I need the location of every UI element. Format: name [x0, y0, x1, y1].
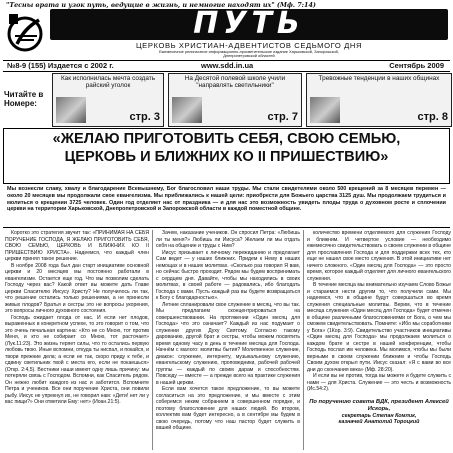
article-column-1 — [5, 230, 149, 450]
description-line-1: Ежемесячное религиозное информационно-просветительское издание Харьковской, Запорожской, — [159, 49, 339, 54]
article-signature — [307, 399, 451, 427]
church-logo-icon — [3, 10, 47, 54]
headline-line-1: «ЖЕЛАЮ ПРИГОТОВИТЬ СЕБЯ, СВОЮ СЕМЬЮ, — [52, 131, 401, 147]
newspaper-title: ПУТЬ — [193, 9, 305, 40]
column-paragraph: Господь ожидает плода от нас. И если нет плодов, выраженных в конкретном успехе, то это говорит о том, что это очень печальная картина: «Кто не со Мною, тот против Меня, и кто не собирает со Мною, тот расточает» (Лук.11:23). Это жизнь теряет силы, что то остались первую любовь твою. Иные вспомни, откуда ты ниспал, и покайся, и твори прежние дела; а если не так, скоро приду к тебе, и сдвину светильник твой с места его, если не покаешься» (Откр. 2:4,5). Вестники наши имеют одну лишь причину: мы потеряли связь с Господом. Вспомни, как Спаситель рядом. Он нежно любит каждого из нас и заботится. Вспомните Петра и учеников. Все они поручение Христа, они ловили рыбу. Иисус не упрекнул их, не говорил нам: «Дети! нет ли у вас пищи?» Они ответили Ему: нет» (Иоан.21:5). — [5, 314, 149, 405]
column-paragraph: И если вы не против, тогда вы можете и будете служить с нами — для Христа. Служение — это честь и возможность (Ис.54:2). — [307, 373, 451, 392]
article-column-3 — [307, 230, 451, 450]
issue-info-bar — [3, 60, 450, 72]
teaser-card-2[interactable] — [168, 73, 302, 127]
website-link[interactable]: www.sdd.in.ua — [201, 61, 254, 70]
teaser-page-number: стр. 7 — [267, 111, 298, 123]
teaser-title: На Десятой полевой школе учили "направлять светильники" — [184, 75, 286, 90]
teaser-photo — [56, 97, 86, 123]
column-paragraph: В течение месяца мы внимательно изучаем Слово Божье и стараемся нести другим то, что получили сами. Мы надеемся, что в общине будут совершаться во время служения специальные молитвы. Верим, что в течение месяца служения «Один месяц для Господа» будет отмечен в общине различными благословениями от Бога, о чем мы сможем свидетельствовать. Помните: «Ибо мы соработники у Бога» (1Кор. 3:9). Свидетельство участников инициативы «Один месяц для Господа» мы продолжаем молиться о каждом брате и сестре в нашей конференции, чтобы Господь послал им человека. Мы молимся, чтобы мы были верными в своем служении ближним и чтобы Господь Своим духом открыл пути. Иисус сказал: «Я с вами во все дни до скончания века» (Мф. 28:20). — [307, 282, 451, 373]
signature-treasurer: казначей Анатолий Тороцкий — [338, 419, 420, 426]
column-paragraph: Коротко это стратегия звучит так: «ПРИНИМАЯ НА СЕБЯ ПОРУЧЕНИЕ ГОСПОДА, Я ЖЕЛАЮ ПРИГОТОВИТЬ СЕБЯ, СВОЮ СЕМЬЮ, ЦЕРКОВЬ И БЛИЖНИХ КО II ПРИШЕСТВИЮ ХРИСТА». Надеемся, что каждый член церкви принял такое решение. — [5, 230, 149, 262]
church-subtitle: ЦЕРКОВЬ ХРИСТИАН-АДВЕНТИСТОВ СЕДЬМОГО ДНЯ — [135, 41, 363, 50]
issue-date: Сентябрь 2009 — [389, 61, 444, 70]
teaser-card-1[interactable] — [52, 73, 164, 127]
teaser-photo — [172, 97, 202, 123]
teaser-card-3[interactable] — [306, 73, 452, 127]
publication-description — [50, 50, 448, 59]
column-paragraph: Зачем, наказание учеников. Он спросил Петра: «Любишь ли ты меня?» Любишь ли Иисуса? Желаем ли мы отдать себя на общение и труды с Ним? — [156, 230, 300, 249]
lead-paragraph: Мы вознесли славу, хвалу и благодарение Всевышнему, Бог благословил наши труды. Мы стали свидетелями около 500 крещений за 8 месяцев перемен — около 20 месяцев мы продолжали свое евангелизма. Мы приближались к нашей цели: приобрести для Божьего царства 3125 душ. Мы продолжаем трудиться и молиться о крещении 3725 человек. Один год отделяет нас от праздника — и для нас это возможность увидеть плоды труда о духовном росте и сплочении церкви на территории Харьковской, Днепропетровской и Запорожской области в каждой поместной общине. — [7, 186, 446, 213]
teaser-title: Тревожные тенденции в наших общинах — [318, 75, 440, 82]
teasers-label: Читайте в Номере: — [4, 90, 44, 108]
header-bible-quote: "Тесны врата и узок путь, ведущие в жизнь, и немногие находят их" (Мф. 7:14) — [6, 1, 316, 9]
section-divider — [3, 227, 450, 228]
teaser-title: Как исполнилась мечта создать райский уголок — [60, 75, 156, 90]
column-paragraph: Летние спланировали свое служение в месяц, что вы так. Мы предлагаем сконцентрироваться на совершенствовании. На протяжении «Один месяц для Господа» что это означает? Каждый из нас подумает о служении других Духу Святому. Согласно такому дарованию, другой брат и сестры, чтобы можем посвятить время одному часу в день в течение месяца для Господа. Начнём с малого: молитвы бытия? Молитвенное служение, диакон: служение, интернету, музыкальному служению, евангельскому служению, проповедники, рабочей рабочей группы — каждый по своим дарам и способностям. Повсюду — вместе — а прежде всего на практике служения в нашей церкви. — [156, 301, 300, 386]
column-paragraph: В ноябре 2008 года был дан старт инициативе основной церкви и 20 месяцев мы постоянно работали в евангелизме. Остается еще год. Что мы позволим сделать Господу через вас? Какой ответ вы можете дать Главе церкви Спасителю Иисусу Христу? Не получилось ли так, что решение остались только решениями, а не принесли живых плодов? Братья и сестры это не вопросы укорения, это вопросы личного духовного состояния. — [5, 262, 149, 314]
description-line-2: Днепропетровской областей — [223, 53, 275, 59]
signature-intro: По поручению совета ВДК, президент Алексей Искорь, — [309, 398, 449, 412]
column-paragraph: Иисус призывает к личному пережиданию и предлагает Сам ведет — у наших ближних. Придем к Нему в наших немощах и в наших молитвах. «Сколько раз говорил Я вам, но сейчас быстро проходит. Рядом мы будем воспринимать с сердцем дня. Давайте, чтобы мы находились в своих молитвах, в своей работе — радовались, ибо благодать Господа с вами. Пусть каждый раз вы будете возвращаться к Богу с благодарностью». — [156, 249, 300, 301]
column-separator — [303, 230, 304, 450]
headline-line-2: ЦЕРКОВЬ И БЛИЖНИХ КО II ПРИШЕСТВИЮ» — [64, 148, 389, 165]
article-column-2 — [156, 230, 300, 450]
teaser-photo — [310, 97, 340, 123]
signature-secretary: секретарь Степан Комлик, — [341, 412, 417, 419]
column-paragraph: количество времени отделяемого для служения Господу и ближним. И четвертое условие — необходимо ежемесячно свидетельствовать о своем служении в общине для прославления Господа и для поддержки всех тех, кто еще не нашел свое место служения. В этой инициативе нет ничего сложного. «Один месяц для Господа» — это просто время, которое каждый отделяет для личного евангельского служения. — [307, 230, 451, 282]
masthead — [50, 9, 448, 40]
teaser-page-number: стр. 3 — [129, 111, 160, 123]
column-separator — [152, 230, 153, 450]
issue-number: №8-9 (155) Издается с 2002 г. — [7, 61, 114, 70]
column-paragraph: Если вам хочется такое предложение, то вы можете согласиться на это предложение, и мы вместе с этим соберемся неким собранием в совершенном порядке, и поэтому благословение для наших людей. Во втором, коллектив вам будет интересно, а в сентябре мы будем в свою очередь, потому что наш пастор будет служить в вашей общине. — [156, 386, 300, 431]
teaser-page-number: стр. 8 — [417, 111, 448, 123]
main-headline — [3, 128, 450, 184]
